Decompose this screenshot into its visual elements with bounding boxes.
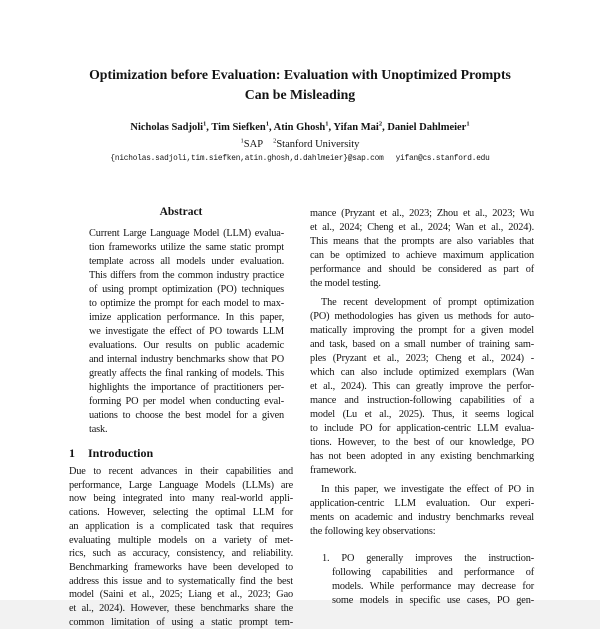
text-line: model (Lu et al., 2025). Thus, it seems logical bbox=[310, 409, 534, 420]
abstract-text bbox=[69, 227, 293, 437]
emails-line bbox=[0, 155, 600, 163]
text-line: rics, such as accuracy, consistency, and reliability. bbox=[69, 548, 293, 560]
text-line: tion frameworks utilize the same static prompt bbox=[89, 242, 284, 253]
text-line: ples (Pryzant et al., 2023; Cheng et al., 2024) - bbox=[310, 353, 534, 364]
abstract-heading: Abstract bbox=[159, 206, 203, 218]
author: Nicholas Sadjoli$^1$, bbox=[130, 120, 212, 133]
author: Yifan Mai$^2$, bbox=[333, 120, 388, 133]
text-line: address this issue and to systematically find the best bbox=[69, 575, 293, 587]
text-line: performance and should be considered as part of bbox=[310, 264, 534, 275]
text-line: which can also include optimized exemplars (Wan bbox=[310, 367, 534, 378]
text-line: uations to choose the best model for a given bbox=[89, 410, 284, 421]
text-line: This means that the prompts are also variables that bbox=[310, 236, 534, 247]
section-title: Introduction bbox=[88, 446, 154, 460]
affiliation: $^1$SAP bbox=[240, 137, 264, 150]
text-line: models. While performance may decrease for bbox=[332, 581, 534, 592]
text-line: Can be Misleading bbox=[244, 86, 356, 102]
author: Tim Siefken$^1$, bbox=[211, 120, 274, 133]
text-line: now being integrated into many real-world appli- bbox=[69, 493, 293, 505]
authors-line bbox=[0, 122, 600, 133]
text-line: mance and instruction-following capabilities of a bbox=[310, 395, 534, 406]
affiliation-sup: 1 bbox=[325, 120, 329, 128]
body-paragraph bbox=[310, 296, 534, 478]
text-line: of using prompt optimization (PO) techniques bbox=[89, 284, 284, 295]
text-line: evaluating multiple models on a variety of met- bbox=[69, 534, 293, 546]
affiliation-sup: 1 bbox=[240, 137, 244, 145]
text-line: evaluations. Our results on public academic bbox=[89, 340, 284, 351]
text-line: ments on academic and industry benchmarks reveal bbox=[310, 512, 534, 523]
left-column bbox=[69, 204, 293, 628]
text-line: The recent development of prompt optimization bbox=[321, 297, 534, 308]
text-line: following capabilities and performance of bbox=[332, 567, 534, 578]
text-line: tions. However, to the best of our knowledge, PO bbox=[310, 437, 534, 448]
text-line: performance, Large Language Models (LLMs) are bbox=[69, 479, 293, 491]
text-line: Due to recent advances in their capabilities and bbox=[69, 466, 293, 477]
right-column bbox=[310, 207, 534, 606]
text-line: and task, based on a small number of training sam- bbox=[310, 339, 534, 350]
text-line: common limitation of using a static prompt tem- bbox=[69, 616, 293, 628]
section-number: 1 bbox=[69, 446, 75, 460]
text-line: This differs from the common industry practice bbox=[89, 270, 284, 281]
affiliation-sup: 1 bbox=[466, 120, 470, 128]
paper-title bbox=[40, 65, 560, 104]
text-line: Optimization before Evaluation: Evaluation with Unoptimized Prompts bbox=[89, 67, 511, 82]
text-line: can be optimized to achieve maximum application bbox=[310, 250, 534, 261]
affiliation-sup: 2 bbox=[378, 120, 383, 128]
group-email: {nicholas.sadjoli,tim.siefken,atin.ghosh,d.dahlmeier}@sap.com bbox=[110, 155, 384, 163]
text-line: the following key observations: bbox=[310, 526, 436, 537]
body-paragraph bbox=[310, 483, 534, 539]
affiliation-sup: 1 bbox=[203, 120, 207, 128]
text-line: cations. However, selecting the optimal LLM for bbox=[69, 507, 293, 519]
affiliation-sup: 1 bbox=[265, 120, 269, 128]
text-line: matically improving the prompt for a given model bbox=[310, 325, 534, 336]
text-line: et al., 2024). This can greatly improve the perfor- bbox=[310, 381, 534, 392]
text-line: Benchmarking frameworks have been developed to bbox=[69, 561, 293, 573]
text-line: to include PO for application-centric LLM evalua- bbox=[310, 423, 534, 434]
text-line: forming PO per model when conducting eval- bbox=[89, 396, 284, 407]
text-line: et al., 2024; Cheng et al., 2024; Wan et al., 2024). bbox=[310, 222, 534, 233]
text-line: the model testing. bbox=[310, 278, 381, 289]
text-line: we investigate the effect of PO towards LLM bbox=[89, 326, 284, 337]
affiliation-sup: 2 bbox=[273, 137, 277, 145]
body-paragraph bbox=[310, 207, 534, 291]
text-line: template across all models under evaluation. bbox=[89, 256, 284, 267]
text-line: and internal industry benchmarks show that PO bbox=[89, 354, 284, 365]
text-line: greatly affects the final ranking of models. This bbox=[89, 368, 284, 379]
text-line: task. bbox=[89, 424, 108, 435]
affiliations-line bbox=[0, 139, 600, 150]
text-line: model (Saini et al., 2025; Liang et al., 2023; Gao bbox=[69, 589, 293, 601]
text-line: an application is a complicated task that requires bbox=[69, 520, 293, 532]
text-line: (PO) methodologies has given us methods for auto- bbox=[310, 311, 534, 322]
text-line: has not been adopted in any existing benchmarking bbox=[310, 451, 534, 462]
text-line: et al., 2024). However, these benchmarks share the bbox=[69, 603, 293, 615]
text-line: some models in specific use cases, PO gen- bbox=[332, 595, 534, 606]
text-line: 1. PO generally improves the instruction- bbox=[322, 553, 534, 564]
text-line: framework. bbox=[310, 465, 357, 476]
text-line: Current Large Language Model (LLM) evalua- bbox=[89, 228, 284, 239]
text-line: highlights the importance of practitioners per- bbox=[89, 382, 284, 393]
introduction-paragraph bbox=[69, 465, 293, 629]
text-line: In this paper, we investigate the effect of PO in bbox=[321, 484, 534, 495]
individual-email: yifan@cs.stanford.edu bbox=[395, 155, 490, 163]
affiliation: $^2$Stanford University bbox=[273, 137, 360, 150]
text-line: application-centric LLM evaluation. Our experi- bbox=[310, 498, 534, 509]
section-heading-introduction bbox=[69, 446, 293, 461]
numbered-list-item bbox=[310, 552, 534, 608]
text-line: to optimize the prompt for each model to max- bbox=[89, 298, 284, 309]
text-line: imize application performance. In this paper, bbox=[89, 312, 284, 323]
text-line: mance (Pryzant et al., 2023; Zhou et al., 2023; Wu bbox=[310, 208, 534, 219]
author: Daniel Dahlmeier$^1$ bbox=[387, 120, 470, 133]
author: Atin Ghosh$^1$, bbox=[273, 120, 334, 133]
